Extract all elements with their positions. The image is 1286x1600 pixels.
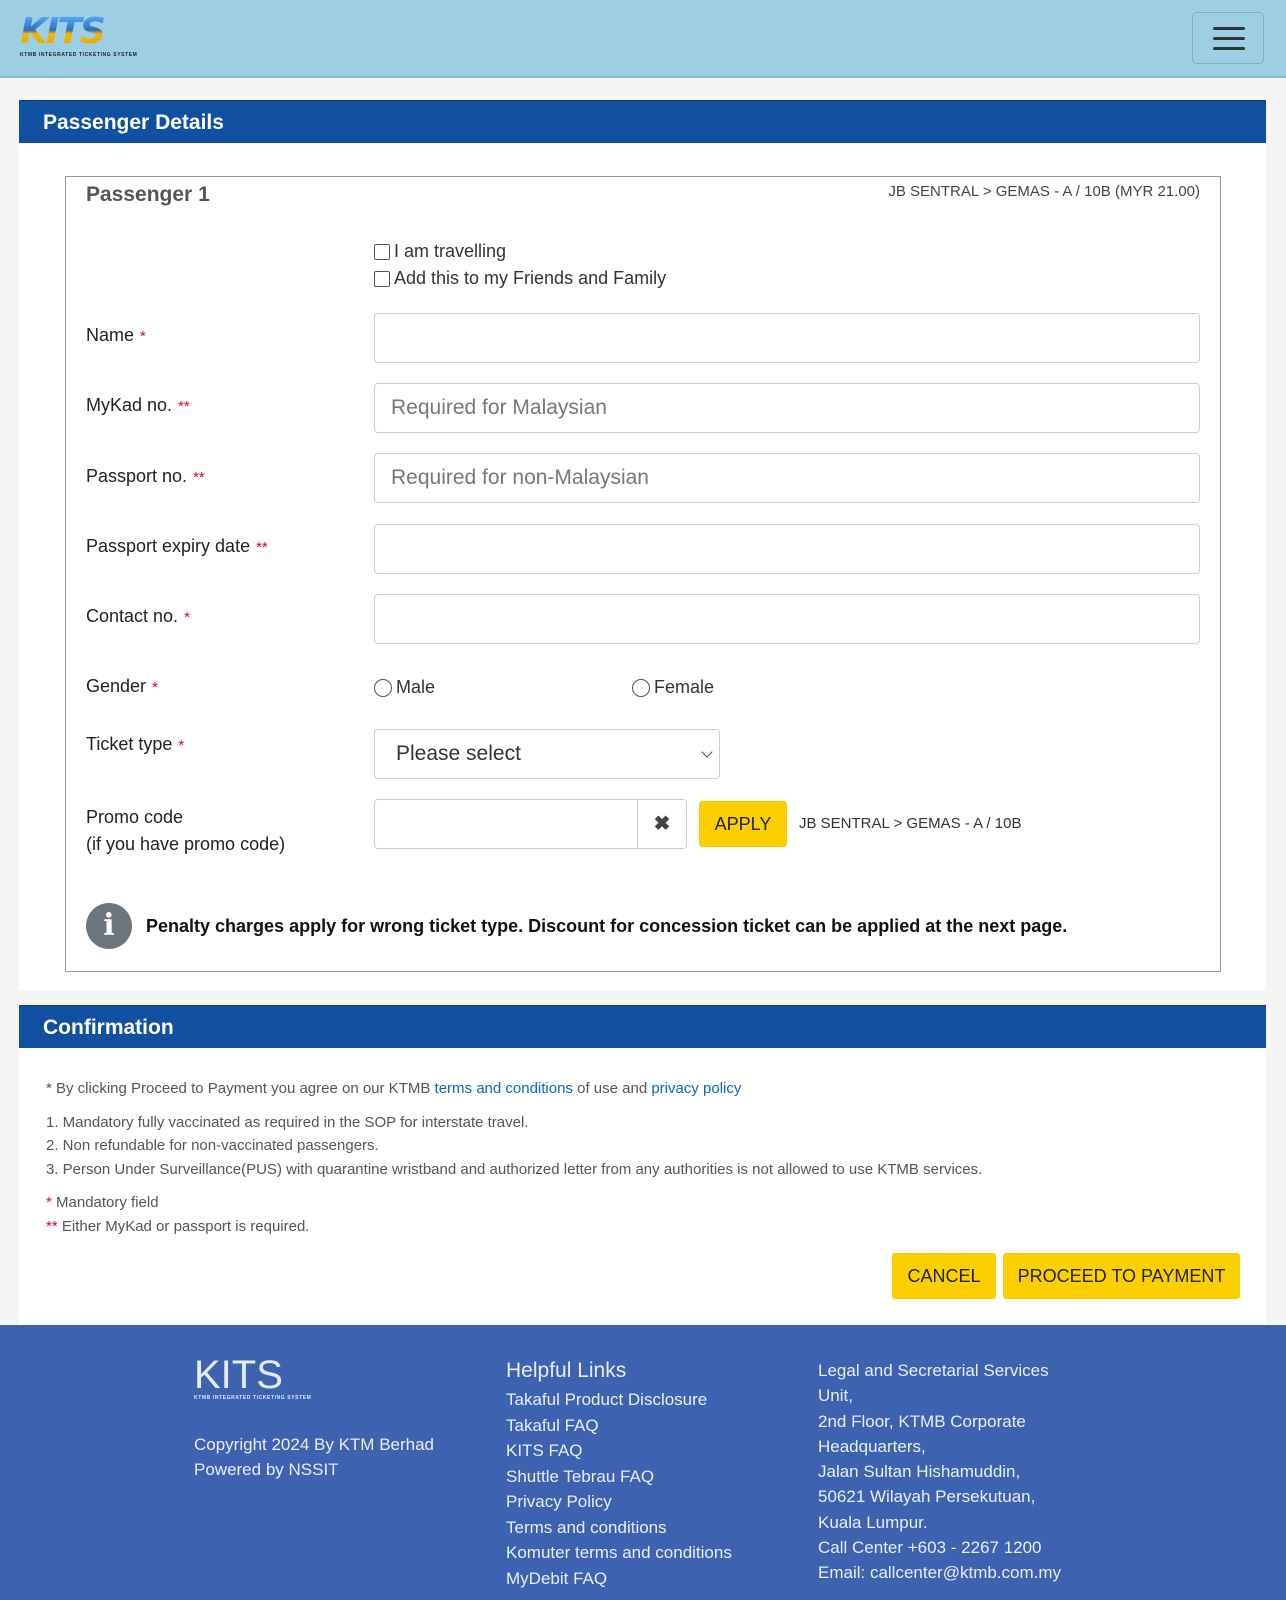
rule-item: 2. Non refundable for non-vaccinated passengers.	[46, 1137, 379, 1154]
address-line: Kuala Lumpur.	[818, 1512, 928, 1532]
footer-link[interactable]: KITS FAQ	[506, 1441, 583, 1460]
gender-female-radio[interactable]	[632, 679, 650, 697]
travelling-checkbox-row[interactable]	[374, 241, 506, 262]
name-label	[86, 325, 146, 346]
terms-link[interactable]: terms and conditions	[434, 1080, 573, 1097]
chevron-down-icon	[701, 746, 712, 757]
clear-promo-button[interactable]	[637, 799, 687, 849]
agreement-text	[46, 1077, 982, 1101]
required-marker: **	[193, 469, 205, 486]
required-marker: **	[178, 398, 190, 415]
footer-link[interactable]: MyDebit FAQ	[506, 1568, 608, 1588]
passenger-title: Passenger 1	[86, 183, 210, 206]
passport-label	[86, 466, 205, 487]
either-note-text: Either MyKad or passport is required.	[57, 1217, 310, 1235]
helpful-links-title: Helpful Links	[506, 1359, 627, 1382]
ticket-type-label-text: Ticket type	[86, 734, 173, 754]
confirmation-panel	[19, 1005, 1266, 1325]
gender-female-option[interactable]	[632, 677, 714, 698]
apply-promo-button[interactable]: APPLY	[699, 801, 787, 847]
promo-code-sublabel: (if you have promo code)	[86, 834, 286, 854]
address-line: 50621 Wilayah Persekutuan,	[818, 1487, 1036, 1507]
passenger-card	[65, 176, 1221, 972]
footer-logo-subtitle: KTMB INTEGRATED TICKETING SYSTEM	[194, 1395, 312, 1401]
copyright-text: Copyright 2024 By KTM Berhad	[194, 1435, 435, 1454]
helpful-links	[506, 1359, 732, 1591]
required-marker: *	[140, 328, 146, 345]
required-marker: **	[46, 1217, 58, 1235]
travelling-checkbox[interactable]	[374, 244, 390, 260]
gender-male-option[interactable]	[374, 677, 435, 698]
footer-copyright-block	[194, 1432, 434, 1482]
ticket-type-label	[86, 734, 184, 755]
powered-by-text: Powered by NSSIT	[194, 1460, 339, 1479]
mandatory-note-text: Mandatory field	[51, 1194, 159, 1211]
passport-expiry-label-text: Passport expiry date	[86, 536, 251, 556]
email-line: Email: callcenter@ktmb.com.my	[818, 1563, 1062, 1583]
call-center-line: Call Center +603 - 2267 1200	[818, 1538, 1042, 1558]
footer-address	[818, 1358, 1088, 1586]
name-input[interactable]	[374, 313, 1200, 363]
gender-label-text: Gender	[86, 676, 147, 696]
agreement-prefix: * By clicking Proceed to Payment you agree on our KTMB	[46, 1080, 435, 1097]
info-icon: i	[86, 903, 132, 949]
address-line: Jalan Sultan Hishamuddin,	[818, 1462, 1021, 1482]
cancel-button[interactable]: CANCEL	[892, 1253, 996, 1299]
footer-logo-wordmark: KITS	[194, 1353, 283, 1397]
kits-logo[interactable]	[20, 11, 154, 60]
promo-code-input[interactable]	[374, 799, 638, 849]
required-marker: *	[184, 609, 190, 626]
passport-input[interactable]	[374, 453, 1200, 503]
penalty-notice	[86, 903, 1067, 949]
travelling-checkbox-label: I am travelling	[394, 241, 507, 261]
address-line: Legal and Secretarial Services Unit,	[818, 1361, 1049, 1406]
hamburger-icon	[1213, 27, 1245, 30]
ticket-type-selected: Please select	[396, 742, 521, 765]
passport-expiry-input[interactable]	[374, 524, 1200, 574]
navbar	[0, 0, 1286, 78]
logo-wordmark: KITS	[20, 14, 154, 50]
passport-expiry-label	[86, 536, 268, 557]
proceed-to-payment-button[interactable]: PROCEED TO PAYMENT	[1003, 1253, 1240, 1299]
required-marker: *	[178, 737, 185, 754]
either-note	[46, 1215, 982, 1239]
route-fare: JB SENTRAL > GEMAS - A / 10B (MYR 21.00)	[888, 183, 1200, 200]
footer	[0, 1325, 1286, 1600]
rule-item: 3. Person Under Surveillance(PUS) with quarantine wristband and authorized letter from any authorities is not allowed to use KTMB services.	[46, 1160, 983, 1178]
ticket-type-select[interactable]	[374, 729, 720, 779]
privacy-policy-link[interactable]: privacy policy	[651, 1080, 742, 1097]
contact-label	[86, 606, 190, 627]
hamburger-icon	[1213, 37, 1245, 40]
footer-link[interactable]: Takaful FAQ	[506, 1415, 599, 1435]
contact-label-text: Contact no.	[86, 606, 179, 626]
footer-link[interactable]: Takaful Product Disclosure	[506, 1390, 708, 1409]
menu-toggle-button[interactable]	[1192, 12, 1264, 64]
hamburger-icon	[1213, 47, 1245, 50]
close-icon: ✖	[653, 813, 671, 835]
gender-male-label: Male	[396, 677, 436, 697]
footer-link[interactable]: Privacy Policy	[506, 1492, 612, 1511]
promo-code-label-text: Promo code	[86, 807, 184, 827]
footer-link[interactable]: Komuter terms and conditions	[506, 1543, 732, 1562]
name-label-text: Name	[86, 325, 135, 345]
rule-item: 1. Mandatory fully vaccinated as required in the SOP for interstate travel.	[46, 1113, 529, 1131]
confirmation-header: Confirmation	[19, 1005, 1266, 1048]
promo-route: JB SENTRAL > GEMAS - A / 10B	[799, 815, 1022, 832]
gender-label	[86, 676, 158, 697]
mandatory-note	[46, 1191, 982, 1215]
contact-input[interactable]	[374, 594, 1200, 644]
logo-subtitle: KTMB INTEGRATED TICKETING SYSTEM	[20, 52, 138, 58]
mykad-label	[86, 395, 190, 416]
friends-family-checkbox[interactable]	[374, 271, 390, 287]
gender-male-radio[interactable]	[374, 679, 392, 697]
gender-female-label: Female	[654, 677, 715, 697]
penalty-notice-text: Penalty charges apply for wrong ticket type. Discount for concession ticket can be applied at the next page.	[146, 915, 1068, 936]
required-marker: *	[46, 1194, 52, 1211]
address-line: 2nd Floor, KTMB Corporate Headquarters,	[818, 1411, 1026, 1456]
passenger-details-header: Passenger Details	[19, 100, 1266, 143]
passenger-details-panel	[19, 100, 1266, 990]
passport-label-text: Passport no.	[86, 466, 188, 486]
promo-code-label	[86, 804, 285, 858]
friends-family-checkbox-label: Add this to my Friends and Family	[394, 268, 667, 288]
mykad-input[interactable]	[374, 383, 1200, 433]
footer-link[interactable]: Shuttle Tebrau FAQ	[506, 1466, 655, 1486]
required-marker: *	[152, 679, 158, 696]
confirmation-body	[46, 1077, 982, 1238]
friends-checkbox-row[interactable]	[374, 268, 666, 289]
footer-logo	[194, 1355, 349, 1405]
agreement-middle: of use and	[572, 1080, 652, 1097]
required-marker: **	[256, 539, 268, 556]
footer-link[interactable]: Terms and conditions	[506, 1517, 667, 1537]
mykad-label-text: MyKad no.	[86, 395, 173, 415]
